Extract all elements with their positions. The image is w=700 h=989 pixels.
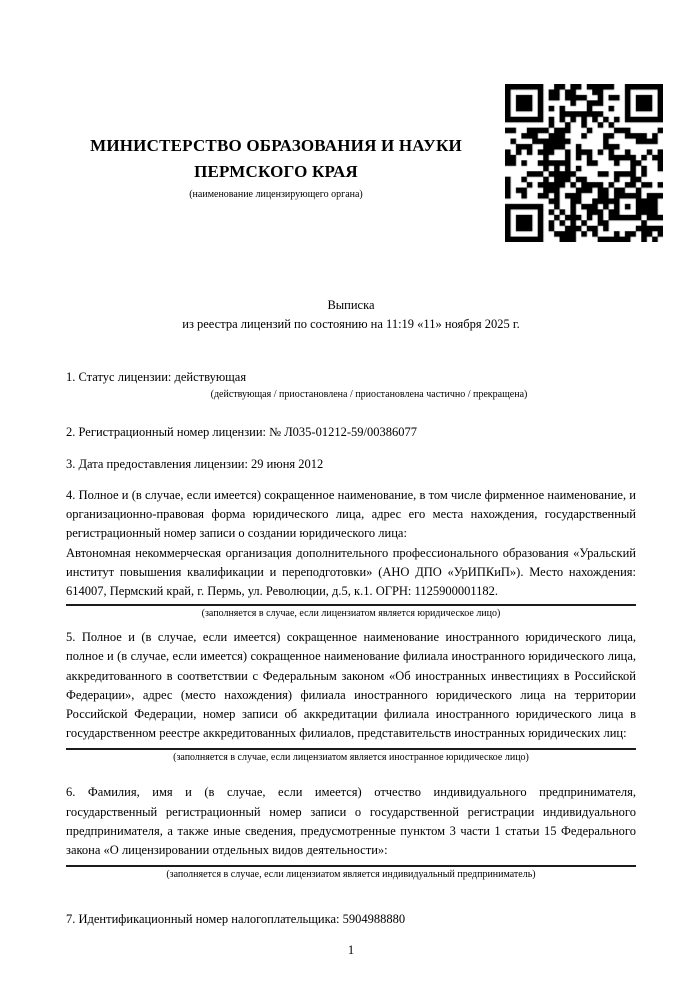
clause-1-text: 1. Статус лицензии: действующая [66,370,247,385]
clause-7-text: 7. Идентификационный номер налогоплательщика: 5904988880 [66,912,406,927]
clause-legal-entity [66,486,636,620]
clause-taxpayer-id [66,910,636,929]
clause-5-note: (заполняется в случае, если лицензиатом является иностранное юридическое лицо) [173,752,529,764]
fill-in-rule-legal-entity [66,604,636,606]
clause-4-note: (заполняется в случае, если лицензиатом является юридическое лицо) [201,608,501,620]
clause-registration-number [66,423,636,442]
clause-5-text: 5. Полное и (в случае, если имеется) сокращенное наименование иностранного юридического лица, полное и (в случае, если имеется) сокращенное наименование филиала иностранного юридического лица, аккредитованного в соответствии с Федеральным законом «Об иностранных инвестициях в Российской Федерации», адрес (место нахождения) филиала иностранного юридического лица на территории Российской Федерации, номер записи об аккредитации филиала иностранного юридического лица в государственном реестре аккредитованных филиалов, представительств иностранных юридических лиц: [66,630,636,741]
clause-1-note: (действующая / приостановлена / приостановлена частично / прекращена) [210,388,528,400]
clause-2-text: 2. Регистрационный номер лицензии: № Л035-01212-59/00386077 [66,424,417,439]
fill-in-rule-individual-entrepreneur [66,865,636,867]
clause-4-value: Автономная некоммерческая организация дополнительного профессионального образования «Уральский институт повышения квалификации и переподготовки» (АНО ДПО «УрИПКиП»). Место нахождения: 614007, Пермский край, г. Пермь, ул. Революции, д.5, к.1. ОГРН: 1125900001182. [66,545,636,599]
clause-foreign-entity [66,628,636,764]
fill-in-rule-foreign-entity [66,748,636,750]
document-title-line2: из реестра лицензий по состоянию на 11:19 «11» ноября 2025 г. [182,317,520,332]
page-number: 1 [347,943,355,958]
clause-individual-entrepreneur [66,783,636,881]
clause-grant-date [66,455,636,474]
document-title-line1: Выписка [327,298,375,312]
ministry-name-line1: МИНИСТЕРСТВО ОБРАЗОВАНИЯ И НАУКИ [90,136,462,155]
document-title [66,296,636,334]
clause-6-note: (заполняется в случае, если лицензиатом является индивидуальный предприниматель) [166,869,536,881]
clause-license-status [66,368,636,400]
clause-4-text: 4. Полное и (в случае, если имеется) сокращенное наименование, в том числе фирменное наименование, и организационно-правовая форма юридического лица, адрес его места нахождения, государственный регистрационный номер записи о создании юридического лица: [66,488,636,541]
document-body [66,0,636,961]
ministry-name-line2: ПЕРМСКОГО КРАЯ [194,162,358,181]
clause-6-text: 6. Фамилия, имя и (в случае, если имеется) отчество индивидуального предпринимателя, государственный регистрационный номер записи о государственной регистрации индивидуального предпринимателя, а также иные сведения, предусмотренные пунктом 3 части 1 статьи 15 Федерального закона «О лицензировании отдельных видов деятельности»: [66,785,636,858]
clause-3-text: 3. Дата предоставления лицензии: 29 июня 2012 [66,456,324,471]
licensing-authority-note: (наименование лицензирующего органа) [189,189,363,200]
